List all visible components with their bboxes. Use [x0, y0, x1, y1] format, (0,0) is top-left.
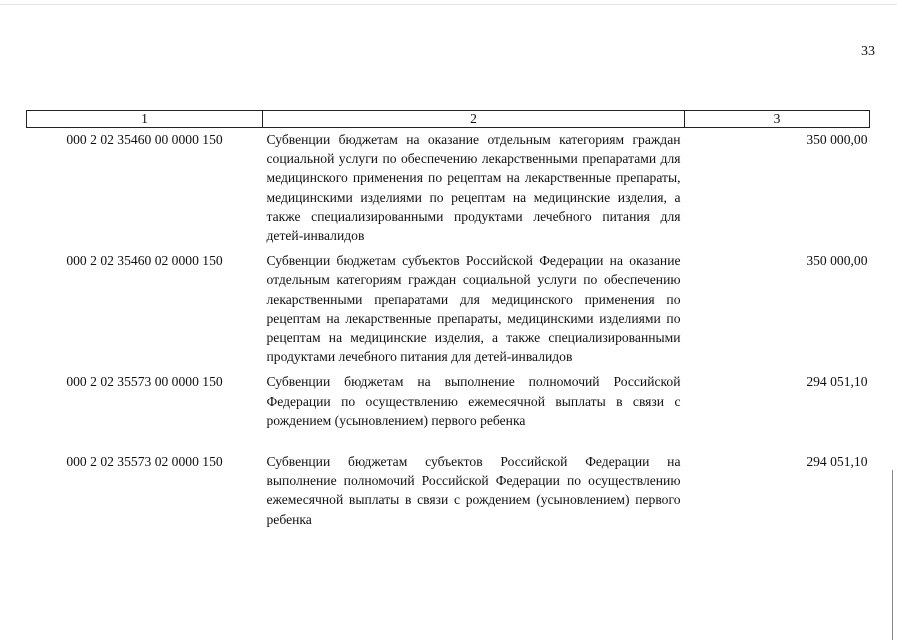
scan-border-top	[0, 4, 897, 5]
table-row	[27, 128, 870, 250]
row-amount: 294 051,10	[806, 374, 868, 390]
header-col-amount: 3	[685, 111, 870, 128]
page-number: 33	[861, 44, 875, 59]
table-row	[27, 370, 870, 434]
row-description: Субвенции бюджетам субъектов Российской Федерации на оказание отдельным категориям граждан социальной услуги по обеспечению лекарственными препаратами для медицинского применения по рецептам на лекарственные препараты, медицинскими изделиями по рецептам на медицинские изделия, а также специализированными продуктами лечебного питания для детей-инвалидов	[266, 253, 681, 365]
table-row	[27, 249, 870, 370]
budget-code: 000 2 02 35573 00 0000 150	[66, 374, 223, 390]
table-header-row	[27, 111, 870, 128]
row-spacer	[27, 434, 870, 450]
revenue-table	[26, 110, 870, 533]
header-col-code: 1	[27, 111, 263, 128]
row-description: Субвенции бюджетам на выполнение полномочий Российской Федерации по осуществлению ежемесячной выплаты в связи с рождением (усыновлением) первого ребенка	[266, 374, 681, 428]
scan-border-right	[892, 470, 893, 640]
row-amount: 294 051,10	[806, 454, 868, 470]
budget-code: 000 2 02 35573 02 0000 150	[66, 454, 223, 470]
row-amount: 350 000,00	[806, 253, 868, 269]
table-row	[27, 450, 870, 533]
budget-code: 000 2 02 35460 02 0000 150	[66, 253, 223, 269]
row-description: Субвенции бюджетам субъектов Российской Федерации на выполнение полномочий Российской Федерации по осуществлению ежемесячной выплаты в связи с рождением (усыновлением) первого ребенка	[266, 454, 681, 527]
row-description: Субвенции бюджетам на оказание отдельным категориям граждан социальной услуги по обеспечению лекарственными препаратами для медицинского применения по рецептам на лекарственные препараты, медицинскими изделиями по рецептам на медицинские изделия, а также специализированными продуктами лечебного питания для детей-инвалидов	[266, 132, 681, 244]
header-col-description: 2	[263, 111, 685, 128]
budget-code: 000 2 02 35460 00 0000 150	[66, 132, 223, 147]
row-amount: 350 000,00	[806, 132, 868, 147]
